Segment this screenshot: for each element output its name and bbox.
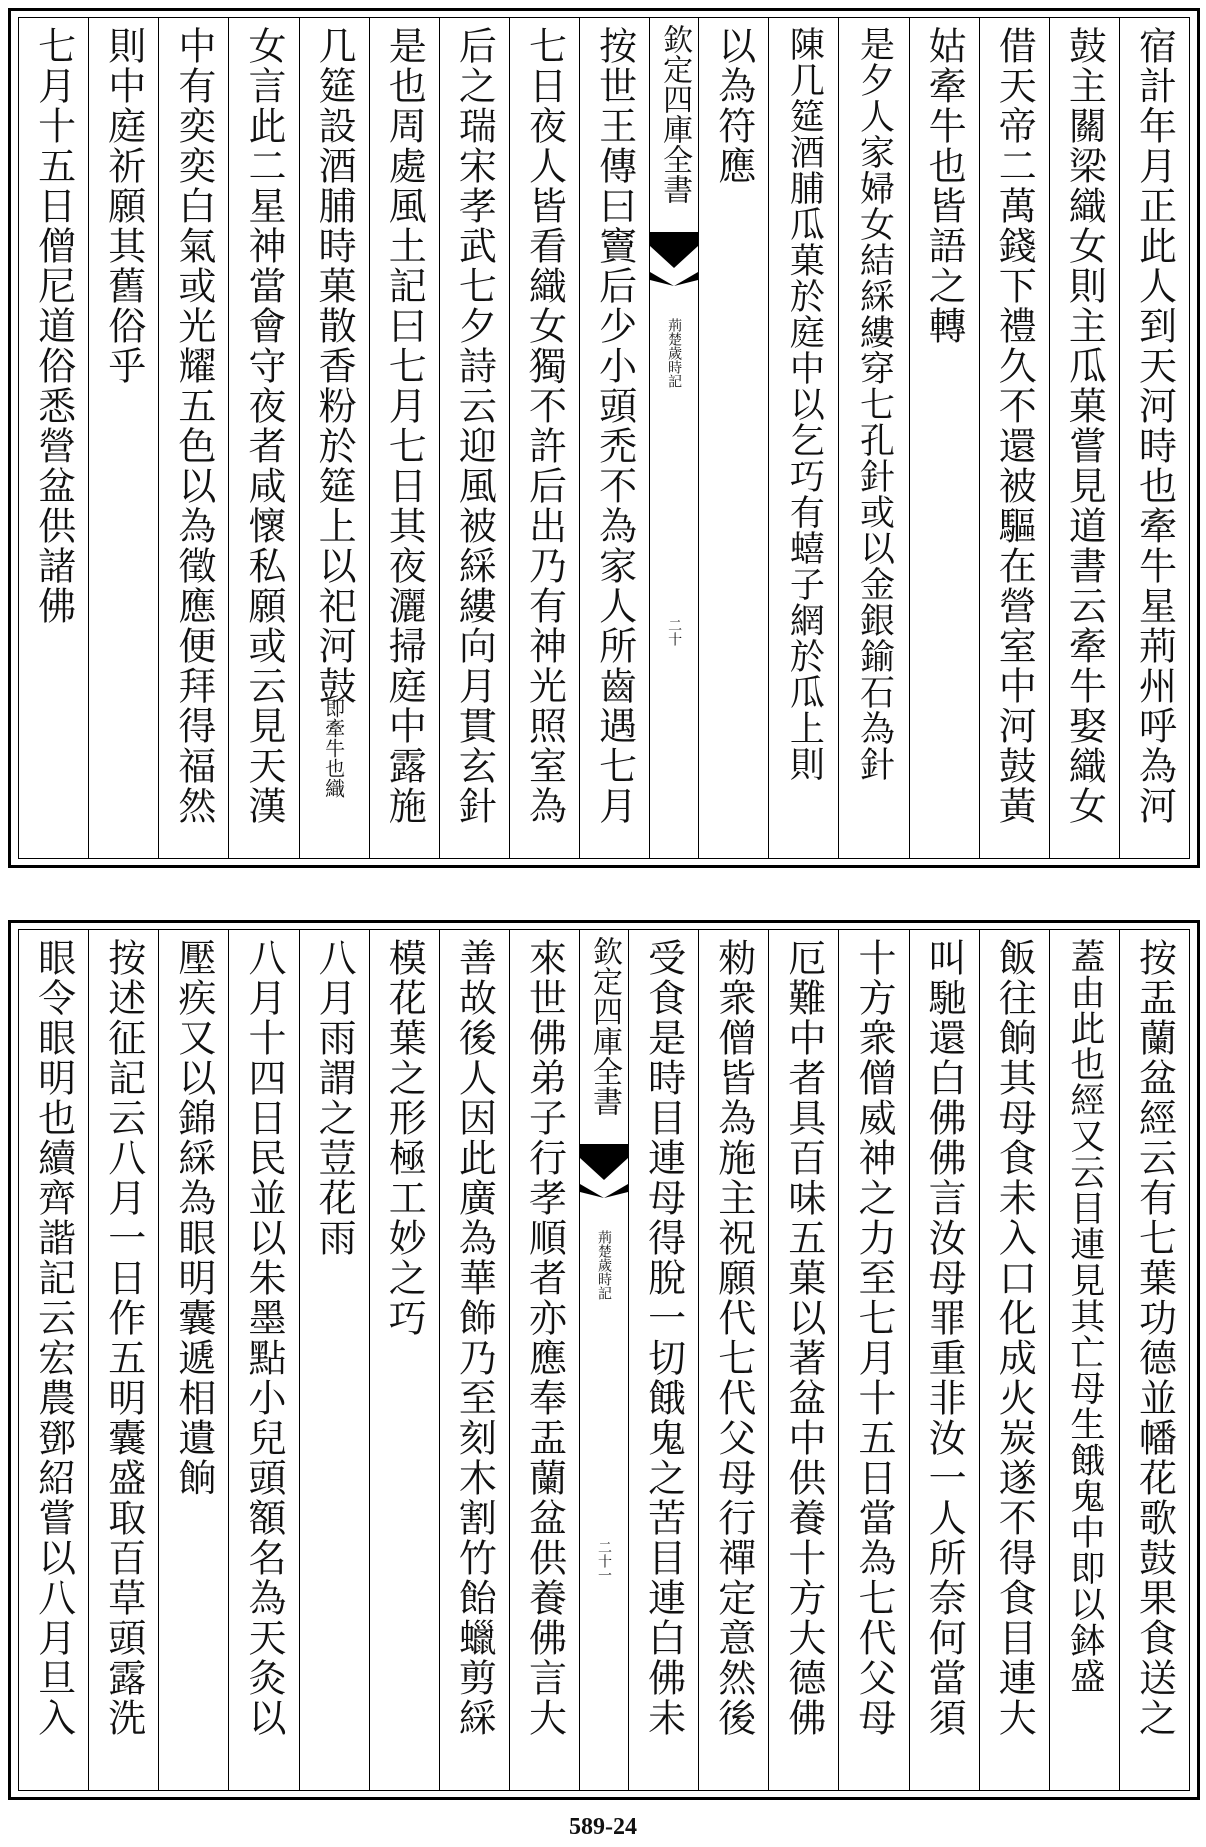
book-title: 荊楚歲時記 bbox=[596, 1230, 612, 1300]
column-text: 陳几筵酒脯瓜菓於庭中以乞巧有蟢子網於瓜上則 bbox=[784, 26, 825, 782]
column-text: 叫馳還白佛佛言汝母罪重非汝一人所奈何當須 bbox=[922, 938, 967, 1738]
text-column bbox=[698, 930, 768, 1790]
text-column bbox=[509, 18, 579, 858]
column-text: 來世佛弟子行孝順者亦應奉盂蘭盆供養佛言大 bbox=[522, 938, 567, 1738]
column-text: 八月雨謂之荳花雨 bbox=[312, 938, 357, 1258]
column-text: 中有奕奕白氣或光耀五色以為徵應便拜得福然 bbox=[171, 26, 216, 826]
column-text: 后之瑞宋孝武七夕詩云迎風被綵縷向月貫玄針 bbox=[452, 26, 497, 826]
column-text: 姑牽牛也皆語之轉 bbox=[922, 26, 967, 346]
column-text: 按盂蘭盆經云有七葉功德並幡花歌鼓果食送之 bbox=[1132, 938, 1177, 1738]
column-text: 厄難中者具百味五菓以著盆中供養十方大德佛 bbox=[781, 938, 826, 1738]
text-column bbox=[909, 18, 979, 858]
column-text: 按述征記云八月一日作五明囊盛取百草頭露洗 bbox=[101, 938, 146, 1738]
column-text: 則中庭祈願其舊俗乎 bbox=[101, 26, 146, 386]
text-column bbox=[838, 930, 908, 1790]
text-column bbox=[228, 18, 298, 858]
column-text: 几筵設酒脯時菓散香粉於筵上以祀河鼓 bbox=[312, 26, 357, 706]
column-text: 八月十四日民並以朱墨點小兒頭額名為天灸以 bbox=[241, 938, 286, 1738]
column-text: 鼓主關梁織女則主瓜菓嘗見道書云牽牛娶織女 bbox=[1062, 26, 1107, 826]
center-fold bbox=[649, 18, 698, 858]
column-text: 善故後人因此廣為華飾乃至刻木割竹飴蠟剪綵 bbox=[452, 938, 497, 1738]
text-column bbox=[509, 930, 579, 1790]
fishtail-mark bbox=[650, 232, 698, 286]
column-text: 十方衆僧威神之力至七月十五日當為七代父母 bbox=[851, 938, 896, 1738]
column-text: 七月十五日僧尼道俗悉營盆供諸佛 bbox=[31, 26, 76, 626]
text-column bbox=[228, 930, 298, 1790]
text-column bbox=[698, 18, 768, 858]
text-column bbox=[838, 18, 908, 858]
column-text: 飯往餉其母食未入口化成火炭遂不得食目連大 bbox=[992, 938, 1037, 1738]
fishtail-mark bbox=[580, 1144, 628, 1198]
text-column bbox=[299, 18, 369, 858]
column-text: 按世王傳曰竇后少小頭禿不為家人所齒遇七月 bbox=[592, 26, 637, 826]
text-column bbox=[979, 930, 1049, 1790]
page-footer-number: 589-24 bbox=[569, 1814, 637, 1840]
text-column bbox=[768, 930, 838, 1790]
column-text: 宿計年月正此人到天河時也牽牛星荊州呼為河 bbox=[1132, 26, 1177, 826]
column-text: 蓋由此也經又云目連見其亡母生餓鬼中即以鉢盛 bbox=[1064, 938, 1105, 1694]
text-column bbox=[369, 930, 439, 1790]
text-column bbox=[88, 930, 158, 1790]
text-column bbox=[1119, 18, 1189, 858]
library-title: 欽定四庫全書 bbox=[587, 936, 622, 1116]
column-text: 以為符應 bbox=[711, 26, 756, 186]
text-column bbox=[1049, 930, 1119, 1790]
text-column bbox=[369, 18, 439, 858]
text-column bbox=[979, 18, 1049, 858]
text-column bbox=[909, 930, 979, 1790]
column-text: 七日夜人皆看織女獨不許后出乃有神光照室為 bbox=[522, 26, 567, 826]
bottom-page bbox=[8, 920, 1200, 1800]
bottom-page-columns bbox=[18, 929, 1190, 1791]
column-text: 受食是時目連母得脫一切餓鬼之苦目連白佛未 bbox=[641, 938, 686, 1738]
column-text: 眼令眼明也續齊諧記云宏農鄧紹嘗以八月旦入 bbox=[31, 938, 76, 1738]
text-column bbox=[158, 18, 228, 858]
column-text: 模花葉之形極工妙之巧 bbox=[382, 938, 427, 1338]
text-column bbox=[439, 18, 509, 858]
column-text: 壓疾又以錦綵為眼明囊遞相遺餉 bbox=[171, 938, 216, 1498]
text-column bbox=[158, 930, 228, 1790]
top-page-columns bbox=[18, 17, 1190, 859]
library-title: 欽定四庫全書 bbox=[657, 24, 693, 204]
interlinear-note: 即牽牛也織 bbox=[321, 698, 346, 798]
center-fold bbox=[579, 930, 628, 1790]
column-text: 是夕人家婦女結綵縷穿七孔針或以金銀鍮石為針 bbox=[854, 26, 895, 782]
text-column bbox=[19, 930, 88, 1790]
page-number: 二十一 bbox=[596, 1540, 612, 1582]
top-page bbox=[8, 8, 1200, 868]
column-text: 勑衆僧皆為施主祝願代七代父母行禪定意然後 bbox=[711, 938, 756, 1738]
text-column bbox=[299, 930, 369, 1790]
text-column bbox=[1119, 930, 1189, 1790]
column-text: 是也周處風土記曰七月七日其夜灑掃庭中露施 bbox=[382, 26, 427, 826]
page-number: 二十 bbox=[666, 618, 683, 646]
text-column bbox=[19, 18, 88, 858]
text-column bbox=[1049, 18, 1119, 858]
text-column bbox=[439, 930, 509, 1790]
text-column bbox=[579, 18, 649, 858]
text-column bbox=[628, 930, 698, 1790]
column-text: 借天帝二萬錢下禮久不還被驅在營室中河鼓黃 bbox=[992, 26, 1037, 826]
text-column bbox=[88, 18, 158, 858]
column-text: 女言此二星神當會守夜者咸懷私願或云見天漢 bbox=[241, 26, 286, 826]
text-column bbox=[768, 18, 838, 858]
book-title: 荊楚歲時記 bbox=[666, 318, 683, 388]
